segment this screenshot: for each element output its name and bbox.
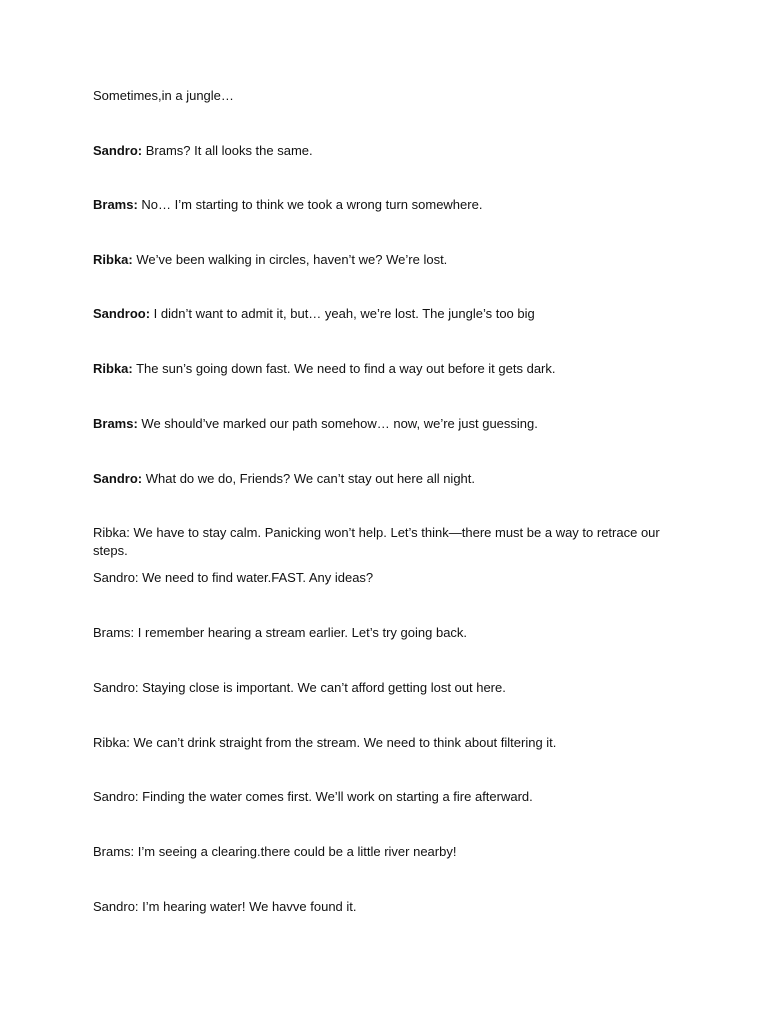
dialogue-line [93, 415, 673, 433]
speaker-name: Ribka: [93, 361, 133, 376]
dialogue-text: The sun’s going down fast. We need to find a way out before it gets dark. [132, 361, 556, 376]
dialogue-line [93, 470, 673, 488]
dialogue-text: Brams? It all looks the same. [142, 143, 313, 158]
intro-line: Sometimes,in a jungle… [93, 88, 234, 103]
dialogue-line: Brams: I remember hearing a stream earlier. Let’s try going back. [93, 625, 468, 640]
dialogue-line [93, 142, 673, 160]
speaker-name: Ribka: [93, 252, 133, 267]
speaker-name: Sandroo: [93, 306, 151, 321]
dialogue-line [93, 196, 673, 214]
dialogue-line: Sandro: Finding the water comes first. We’ll work on starting a fire afterward. [93, 789, 533, 804]
speaker-name: Sandro: [93, 471, 143, 486]
dialogue-line: Brams: I’m seeing a clearing.there could be a little river nearby! [93, 844, 457, 859]
dialogue-line: Ribka: We can’t drink straight from the stream. We need to think about filtering it. [93, 735, 557, 750]
dialogue-line: Ribka: We have to stay calm. Panicking won’t help. Let’s think—there must be a way to retrace our steps. [93, 525, 660, 558]
speaker-name: Brams: [93, 416, 138, 431]
dialogue-line [93, 360, 673, 378]
dialogue-line [93, 251, 673, 269]
dialogue-text: We should’ve marked our path somehow… now, we’re just guessing. [137, 416, 538, 431]
speaker-name: Brams: [93, 197, 138, 212]
dialogue-text: What do we do, Friends? We can’t stay out here all night. [142, 471, 476, 486]
dialogue-line: Sandro: We need to find water.FAST. Any ideas? [93, 570, 374, 585]
dialogue-text: No… I’m starting to think we took a wrong turn somewhere. [137, 197, 483, 212]
dialogue-text: I didn’t want to admit it, but… yeah, we’re lost. The jungle’s too big [150, 306, 535, 321]
dialogue-line [93, 305, 673, 323]
dialogue-line: Sandro: I’m hearing water! We havve found it. [93, 899, 357, 914]
speaker-name: Sandro: [93, 143, 143, 158]
dialogue-text: We’ve been walking in circles, haven’t we? We’re lost. [132, 252, 448, 267]
dialogue-line: Sandro: Staying close is important. We can’t afford getting lost out here. [93, 680, 506, 695]
